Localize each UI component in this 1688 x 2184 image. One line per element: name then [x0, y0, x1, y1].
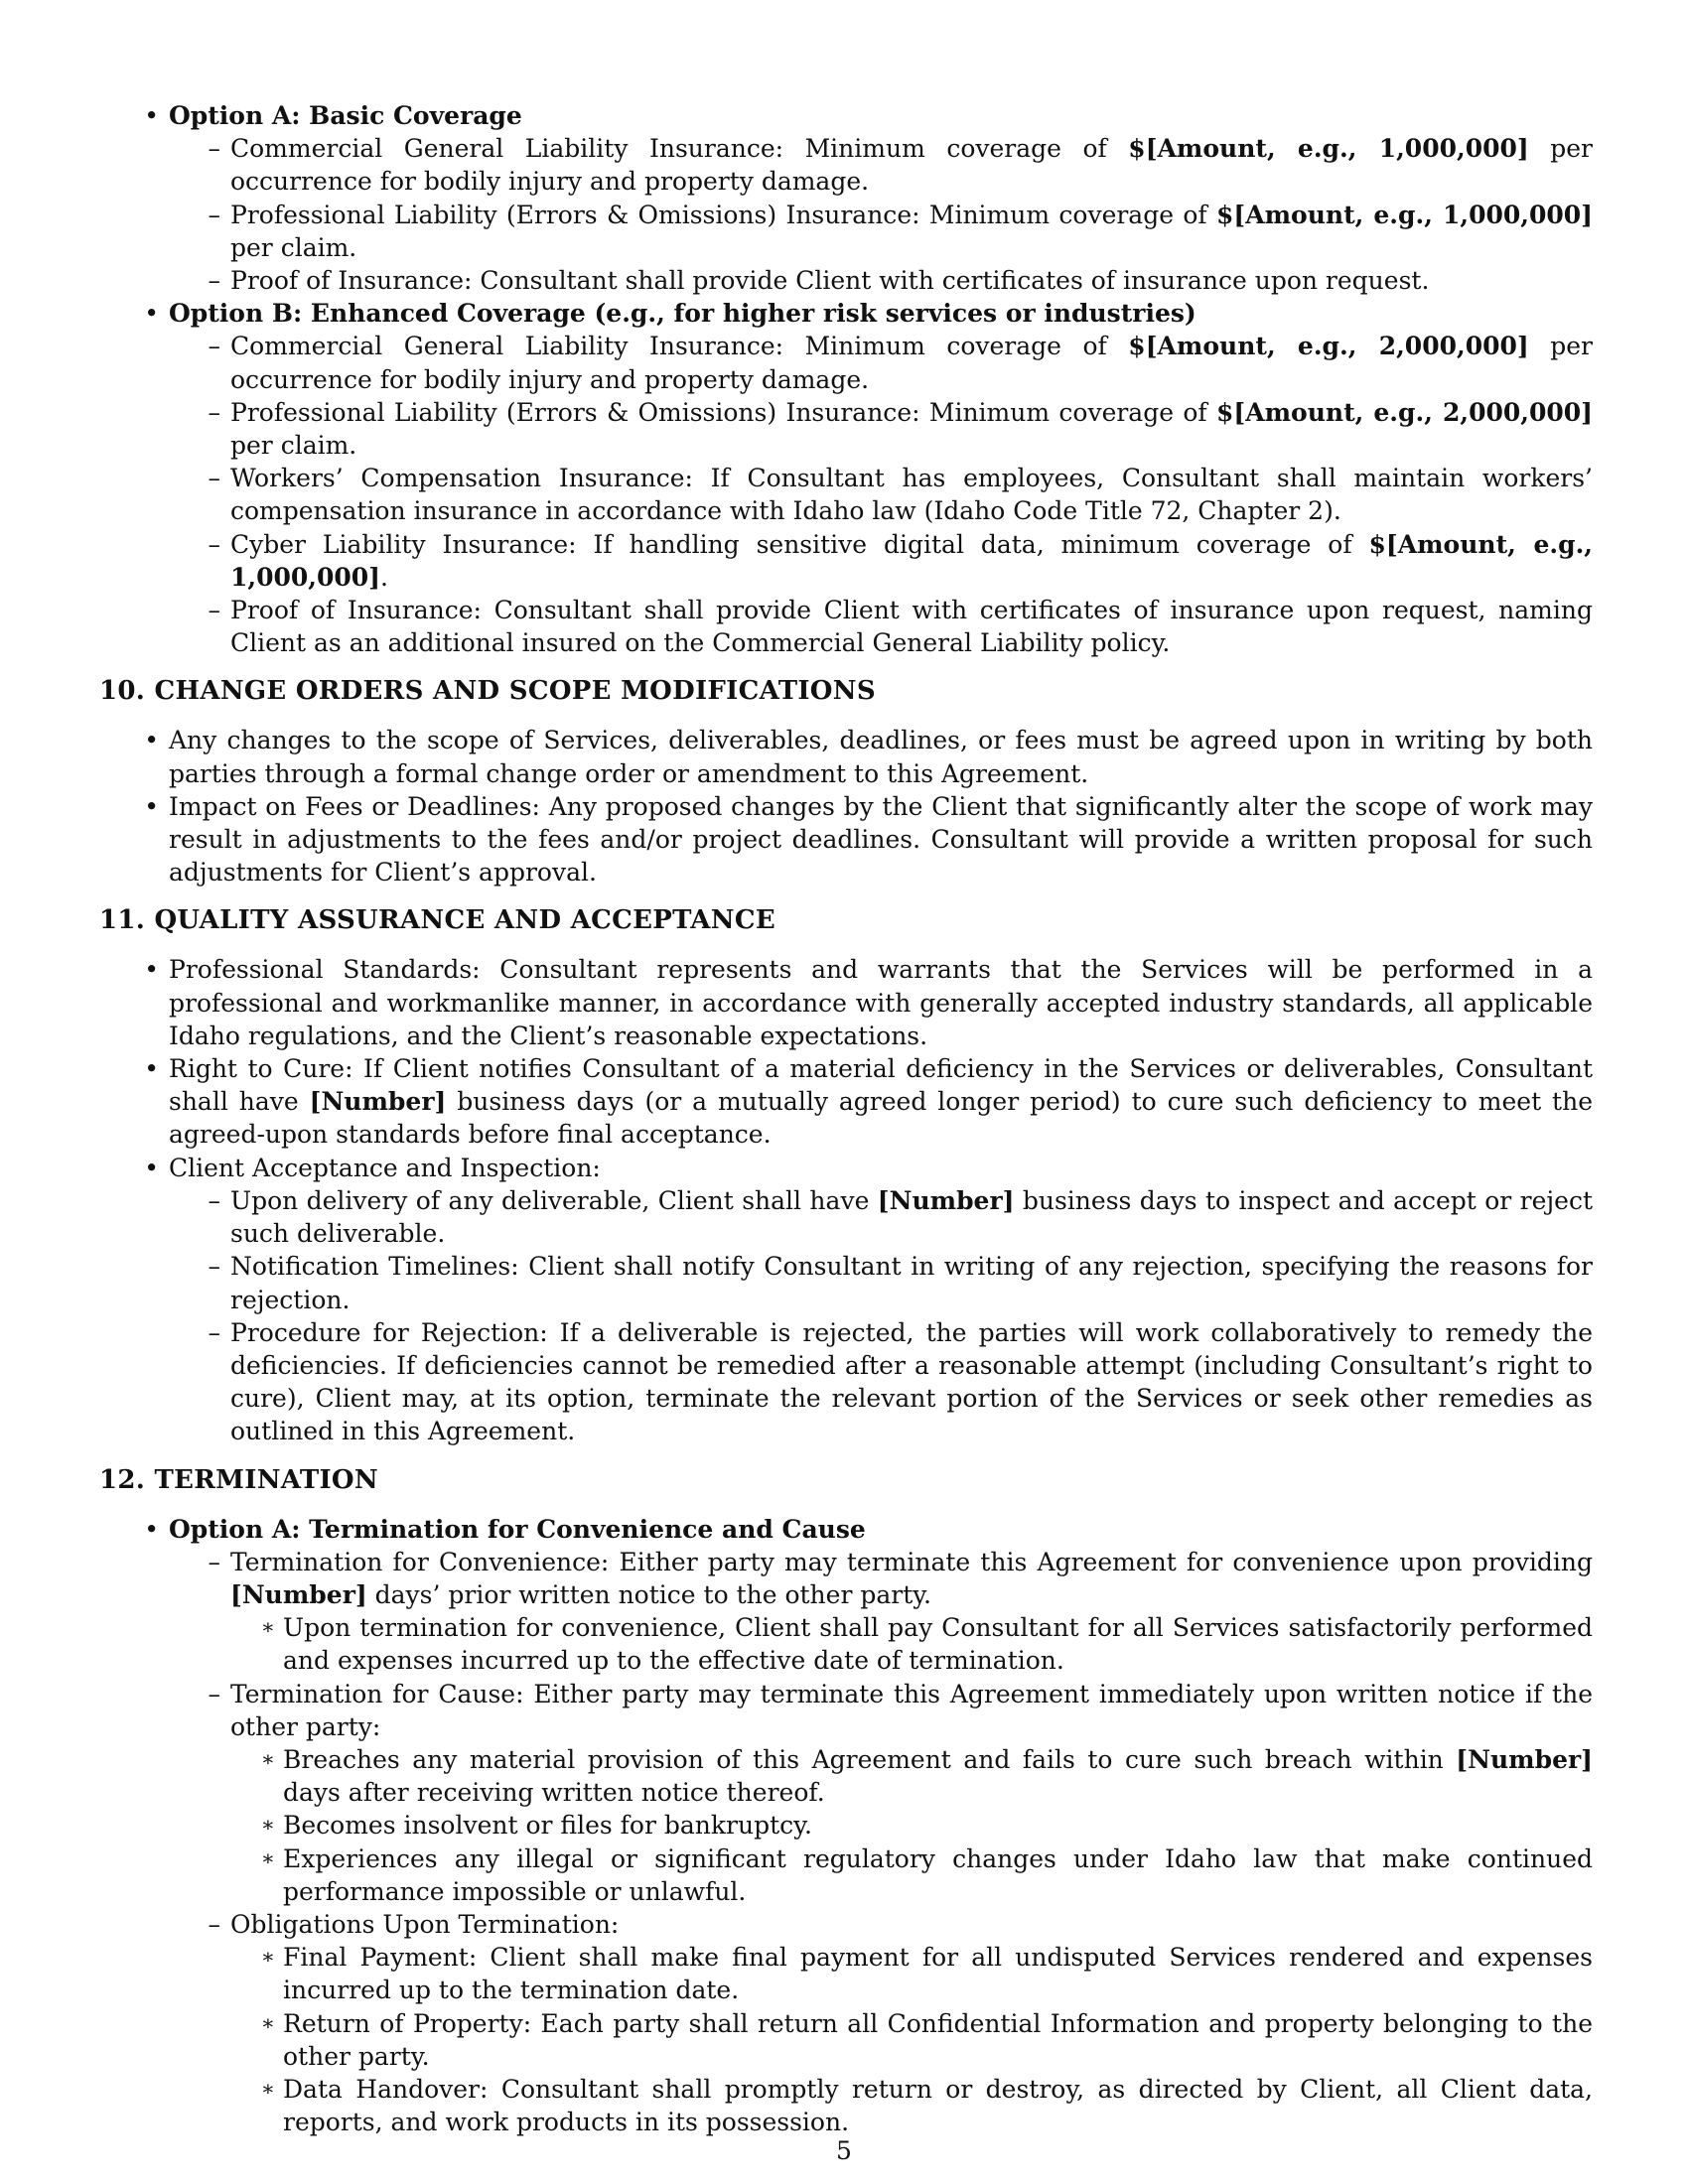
section-heading-12: 12. TERMINATION [99, 1464, 378, 1495]
item-text: Professional Liability (Errors & Omissions) Insurance: Minimum coverage of [230, 397, 1216, 427]
section-heading-11: 11. QUALITY ASSURANCE AND ACCEPTANCE [99, 905, 775, 936]
item-text: Final Payment: Client shall make final payment for all undisputed Services rendered and expenses incurred up to the termination date. [283, 1943, 1593, 2005]
insurance-options-list [99, 99, 1593, 659]
list-item [144, 1052, 1594, 1152]
bullet-marker: • [144, 791, 159, 821]
option-b-items [169, 330, 1593, 659]
dash-marker: – [208, 1185, 220, 1215]
dash-marker: – [208, 1317, 220, 1347]
item-text: Proof of Insurance: Consultant shall provide Client with certificates of insurance upon request, naming Client as an additional insured on the Commercial General Liability policy. [230, 596, 1593, 658]
list-item [260, 1743, 1593, 1809]
item-text: Right to Cure: If Client notifies Consultant of a material deficiency in the Services or deliverables, Consultant shall have [169, 1054, 1593, 1117]
number-placeholder: [Number] [309, 1087, 447, 1117]
dash-marker: – [208, 134, 220, 164]
list-item [208, 1184, 1593, 1250]
list-item [208, 330, 1593, 395]
list-item [208, 528, 1593, 594]
item-text: Return of Property: Each party shall return all Confidential Information and property belonging to the other party. [283, 2008, 1593, 2071]
quality-assurance-list [99, 953, 1593, 1447]
star-marker: ∗ [260, 2010, 275, 2035]
dash-marker: – [208, 266, 220, 296]
option-a-title: Option A: Basic Coverage [169, 101, 522, 130]
number-placeholder: [Number] [1456, 1744, 1593, 1774]
list-item [208, 462, 1593, 527]
dash-marker: – [208, 1679, 220, 1708]
list-item [208, 264, 1593, 297]
list-item [144, 724, 1593, 789]
item-text: Proof of Insurance: Consultant shall provide Client with certificates of insurance upon request. [230, 266, 1430, 296]
list-item [208, 1250, 1593, 1315]
amount-placeholder: $[Amount, e.g., 2,000,000] [1215, 397, 1593, 427]
item-text: Experiences any illegal or significant regulatory changes under Idaho law that make continued performance impossible or unlawful. [283, 1843, 1593, 1906]
dash-marker: – [208, 1909, 220, 1939]
acceptance-items [169, 1184, 1593, 1448]
item-text: business days (or a mutually agreed longer period) to cure such deficiency to meet the agreed-upon standards before final acceptance. [169, 1087, 1594, 1150]
convenience-subitems [230, 1611, 1593, 1677]
item-text: Cyber Liability Insurance: If handling sensitive digital data, minimum coverage of [230, 529, 1369, 559]
item-text: Upon delivery of any deliverable, Client shall have [230, 1185, 878, 1215]
termination-option-a-title: Option A: Termination for Convenience and Cause [169, 1514, 866, 1544]
item-text: per occurrence for bodily injury and property damage. [230, 332, 1593, 394]
bullet-marker: • [144, 1514, 159, 1544]
list-item [260, 2007, 1593, 2073]
list-item [260, 2073, 1593, 2138]
option-a-items [169, 132, 1593, 297]
dash-marker: – [208, 332, 220, 361]
list-item [208, 132, 1593, 198]
star-marker: ∗ [260, 1746, 275, 1771]
item-text: Data Handover: Consultant shall promptly return or destroy, as directed by Client, all Client data, reports, and work products in its possession. [283, 2074, 1593, 2137]
list-item [208, 594, 1593, 659]
list-item [208, 396, 1593, 462]
item-text: per claim. [230, 431, 357, 461]
list-item [144, 1152, 1593, 1448]
amount-placeholder: $[Amount, e.g., 1,000,000] [1128, 134, 1529, 164]
list-item [208, 199, 1593, 264]
document-page [99, 99, 1593, 2138]
dash-marker: – [208, 596, 220, 625]
dash-marker: – [208, 200, 220, 229]
bullet-marker: • [144, 726, 159, 755]
bullet-marker: • [144, 1054, 159, 1084]
termination-list [99, 1513, 1593, 2139]
number-placeholder: [Number] [877, 1185, 1015, 1215]
list-item [208, 1546, 1593, 1678]
item-text: business days to inspect and accept or reject such deliverable. [230, 1185, 1593, 1249]
item-text: Any changes to the scope of Services, deliverables, deadlines, or fees must be agreed upon in writing by both parties through a formal change order or amendment to this Agreement. [169, 726, 1593, 788]
item-text: Obligations Upon Termination: [230, 1909, 620, 1939]
amount-placeholder: $[Amount, e.g., 1,000,000] [1215, 200, 1593, 229]
change-orders-list [99, 724, 1593, 888]
dash-marker: – [208, 529, 220, 559]
option-b-title: Option B: Enhanced Coverage (e.g., for higher risk services or industries) [169, 299, 1196, 329]
list-item [144, 99, 1593, 297]
bullet-marker: • [144, 299, 159, 329]
item-text: Professional Liability (Errors & Omissions) Insurance: Minimum coverage of [230, 200, 1216, 229]
list-item [260, 1843, 1593, 1908]
amount-placeholder: $[Amount, e.g., 2,000,000] [1128, 332, 1529, 361]
item-text: Termination for Convenience: Either party may terminate this Agreement for convenience upon providing [230, 1547, 1593, 1576]
dash-marker: – [208, 1252, 220, 1282]
item-text: Commercial General Liability Insurance: Minimum coverage of [230, 332, 1129, 361]
item-text: Termination for Cause: Either party may terminate this Agreement immediately upon written notice if the other party: [230, 1679, 1593, 1741]
item-text: Workers’ Compensation Insurance: If Consultant has employees, Consultant shall maintain workers’ compensation insurance in accordance with Idaho law (Idaho Code Title 72, Chapter 2). [230, 464, 1593, 526]
dash-marker: – [208, 397, 220, 427]
item-text: days’ prior written notice to the other party. [366, 1579, 932, 1609]
list-item [260, 1809, 1593, 1842]
obligations-subitems [230, 1941, 1593, 2138]
item-text: Becomes insolvent or files for bankruptcy. [283, 1811, 812, 1841]
star-marker: ∗ [260, 1845, 275, 1870]
list-item [208, 1678, 1593, 1908]
item-text: days after receiving written notice thereof. [283, 1778, 825, 1808]
list-item [144, 1513, 1593, 2139]
item-text: Procedure for Rejection: If a deliverable is rejected, the parties will work collaboratively to remedy the deficiencies. If deficiencies cannot be remedied after a reasonable attempt (including Consultant’s right to cure), Client may, at its option, terminate the relevant portion of the Services or seek other remedies as outlined in this Agreement. [230, 1317, 1593, 1446]
item-text: Professional Standards: Consultant represents and warrants that the Services will be performed in a professional and workmanlike manner, in accordance with generally accepted industry standards, all applicable Idaho regulations, and the Client’s reasonable expectations. [169, 955, 1593, 1050]
list-item [144, 297, 1593, 659]
cause-subitems [230, 1743, 1593, 1908]
star-marker: ∗ [260, 1945, 275, 1970]
dash-marker: – [208, 1547, 220, 1576]
item-text: Client Acceptance and Inspection: [169, 1153, 601, 1182]
bullet-marker: • [144, 101, 159, 130]
star-marker: ∗ [260, 1813, 275, 1838]
number-placeholder: [Number] [230, 1579, 367, 1609]
list-item [144, 953, 1593, 1052]
termination-items [169, 1546, 1593, 2139]
bullet-marker: • [144, 955, 159, 985]
item-text: Commercial General Liability Insurance: Minimum coverage of [230, 134, 1129, 164]
list-item [144, 790, 1593, 889]
item-text: Notification Timelines: Client shall notify Consultant in writing of any rejection, specifying the reasons for rejection. [230, 1252, 1593, 1314]
item-text: . [380, 562, 388, 592]
item-text: per claim. [230, 232, 357, 262]
item-text: per occurrence for bodily injury and property damage. [230, 134, 1593, 197]
list-item [208, 1908, 1593, 2138]
page-number: 5 [836, 2136, 852, 2165]
list-item [208, 1316, 1593, 1448]
item-text: Upon termination for convenience, Client shall pay Consultant for all Services satisfactorily performed and expenses incurred up to the effective date of termination. [283, 1613, 1593, 1676]
list-item [260, 1941, 1593, 2006]
star-marker: ∗ [260, 1615, 275, 1640]
amount-placeholder: $[Amount, e.g., 1,000,000] [230, 529, 1593, 592]
star-marker: ∗ [260, 2076, 275, 2101]
dash-marker: – [208, 464, 220, 493]
section-heading-10: 10. CHANGE ORDERS AND SCOPE MODIFICATIONS [99, 676, 876, 707]
bullet-marker: • [144, 1153, 159, 1182]
item-text: Impact on Fees or Deadlines: Any proposed changes by the Client that significantly alter the scope of work may result in adjustments to the fees and/or project deadlines. Consultant will provide a written proposal for such adjustments for Client’s approval. [169, 791, 1593, 887]
item-text: Breaches any material provision of this Agreement and fails to cure such breach within [283, 1744, 1457, 1774]
list-item [260, 1611, 1593, 1677]
